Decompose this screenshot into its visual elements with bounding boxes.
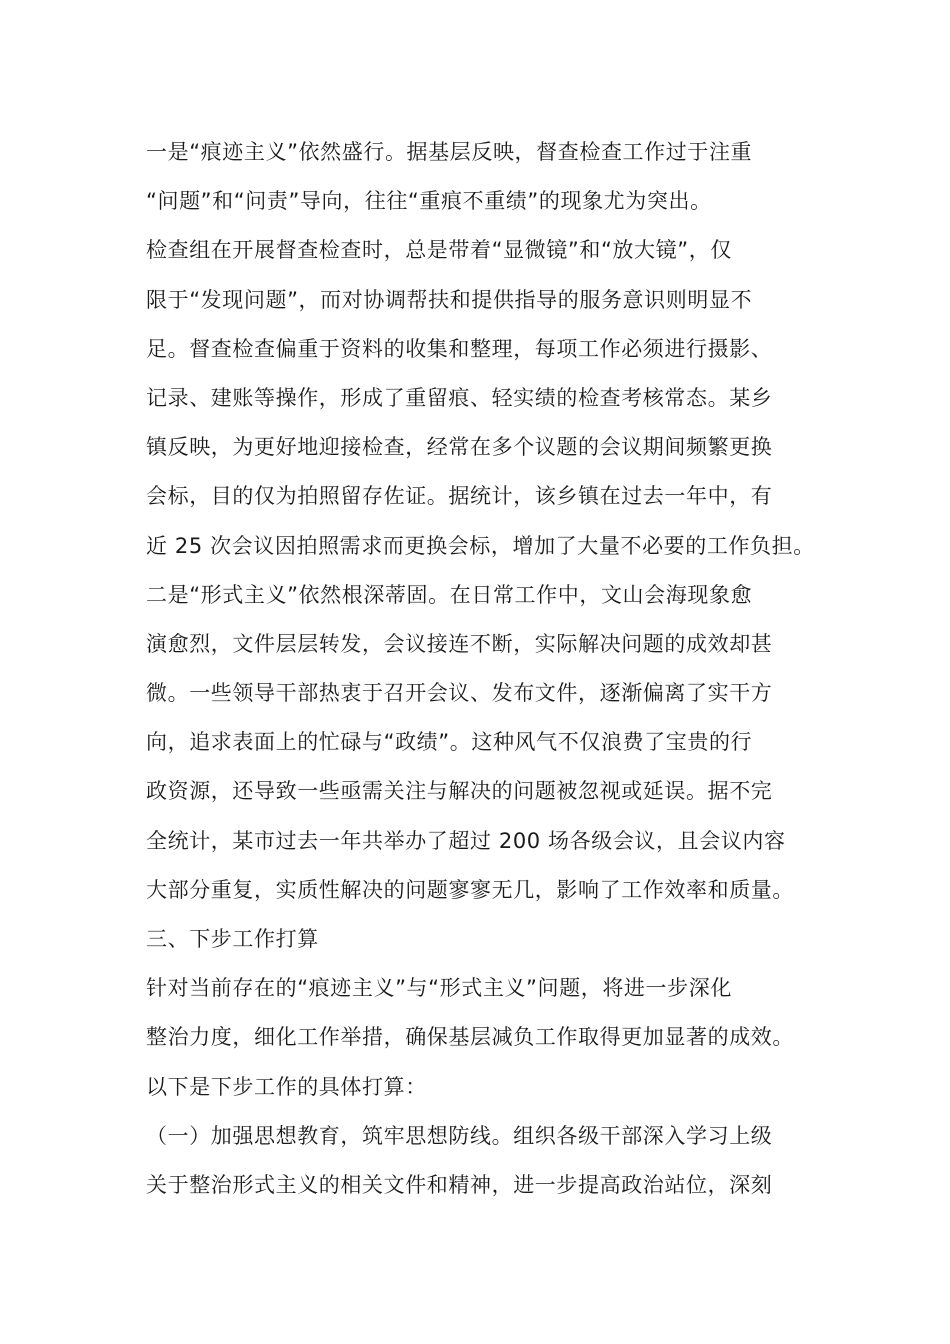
text-line: 微。一些领导干部热衷于召开会议、发布文件，逐渐偏离了实干方 <box>146 681 773 706</box>
text-line: （一）加强思想教育，筑牢思想防线。组织各级干部深入学习上级 <box>146 1123 773 1148</box>
text-line: 检查组在开展督查检查时，总是带着“显微镜”和“放大镜”，仅 <box>146 238 732 263</box>
text-line: 演愈烈，文件层层转发，会议接连不断，实际解决问题的成效却甚 <box>146 631 773 656</box>
text-line: 记录、建账等操作，形成了重留痕、轻实绩的检查考核常态。某乡 <box>146 385 773 410</box>
text-line: 限于“发现问题”，而对协调帮扶和提供指导的服务意识则明显不 <box>146 287 753 312</box>
text-line: 政资源，还导致一些亟需关注与解决的问题被忽视或延误。据不完 <box>146 779 773 804</box>
text-line: 足。督查检查偏重于资料的收集和整理，每项工作必须进行摄影、 <box>146 336 773 361</box>
text-line: 近 25 次会议因拍照需求而更换会标，增加了大量不必要的工作负担。 <box>146 533 815 558</box>
section-heading: 三、下步工作打算 <box>146 927 319 951</box>
text-line: “问题”和“问责”导向，往往“重痕不重绩”的现象尤为突出。 <box>146 189 712 214</box>
text-line: 会标，目的仅为拍照留存佐证。据统计，该乡镇在过去一年中，有 <box>146 484 773 509</box>
text-line: 向，追求表面上的忙碌与“政绩”。这种风气不仅浪费了宝贵的行 <box>146 730 753 755</box>
text-line: 关于整治形式主义的相关文件和精神，进一步提高政治站位，深刻 <box>146 1172 773 1197</box>
text-line: 一是“痕迹主义”依然盛行。据基层反映，督查检查工作过于注重 <box>146 140 753 164</box>
document-body <box>146 128 846 1210</box>
text-line: 以下是下步工作的具体打算： <box>146 1074 427 1099</box>
text-line: 二是“形式主义”依然根深蒂固。在日常工作中，文山会海现象愈 <box>146 582 753 607</box>
text-line: 全统计，某市过去一年共举办了超过 200 场各级会议，且会议内容 <box>146 828 786 853</box>
text-line: 镇反映，为更好地迎接检查，经常在多个议题的会议期间频繁更换 <box>146 435 773 460</box>
text-line: 针对当前存在的“痕迹主义”与“形式主义”问题，将进一步深化 <box>146 976 732 1001</box>
text-line: 整治力度，细化工作举措，确保基层减负工作取得更加显著的成效。 <box>146 1025 794 1050</box>
text-line: 大部分重复，实质性解决的问题寥寥无几，影响了工作效率和质量。 <box>146 877 794 902</box>
